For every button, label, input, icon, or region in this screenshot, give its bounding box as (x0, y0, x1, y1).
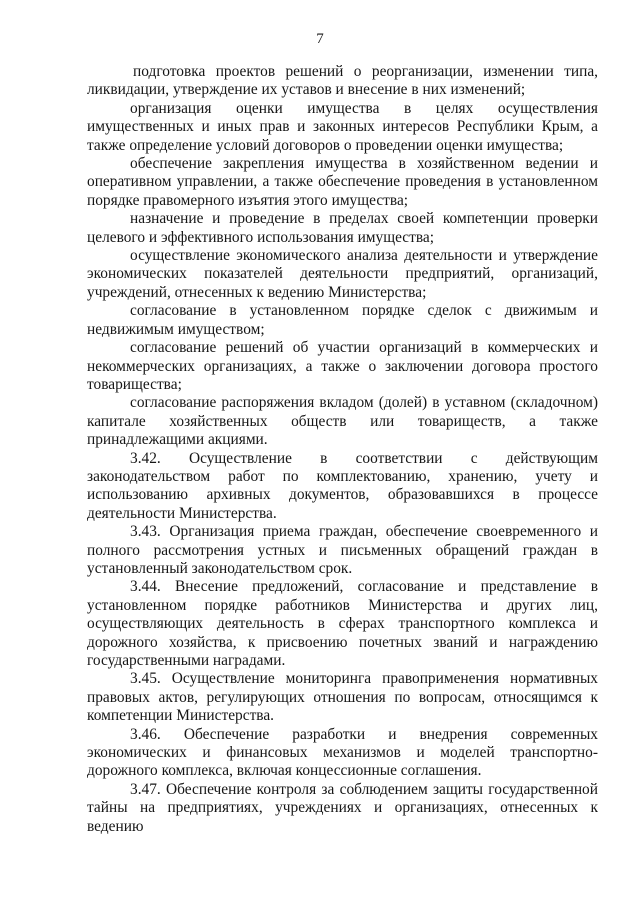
paragraph-property-valuation: организация оценки имущества в целях осуществления имущественных и иных прав и законных интересов Республики Крым, а также определение условий договоров о проведении оценки имущества; (87, 99, 598, 154)
clause-3-45: 3.45. Осуществление мониторинга правоприменения нормативных правовых актов, регулирующих отношения по вопросам, относящимся к компетенции Министерства. (87, 670, 598, 725)
paragraph-reorganization: подготовка проектов решений о реорганизации, изменении типа, ликвидации, утверждение их уставов и внесение в них изменений; (87, 63, 598, 99)
clause-3-44: 3.44. Внесение предложений, согласование и представление в установленном порядке работников Министерства и других лиц, осуществляющих деятельность в сферах транспортного комплекса и дорожного хозяйства, к присвоению почетных званий и награждению государственными наградами. (87, 578, 598, 669)
paragraph-transactions: согласование в установленном порядке сделок с движимым и недвижимым имуществом; (87, 302, 598, 338)
clause-3-42: 3.42. Осуществление в соответствии с действующим законодательством работ по комплектованию, хранению, учету и использованию архивных документов, образовавшихся в процессе деятельности Министерства. (87, 449, 598, 522)
clause-3-43: 3.43. Организация приема граждан, обеспечение своевременного и полного рассмотрения устных и письменных обращений граждан в установленный законодательством срок. (87, 523, 598, 577)
page-number: 7 (316, 31, 324, 47)
body-text (87, 63, 598, 836)
paragraph-shares: согласование распоряжения вкладом (долей) в уставном (складочном) капитале хозяйственных обществ или товариществ, а также принадлежащими акциями. (87, 394, 598, 449)
paragraph-inspections: назначение и проведение в пределах своей компетенции проверки целевого и эффективного использования имущества; (87, 210, 598, 246)
paragraph-economic-analysis: осуществление экономического анализа деятельности и утверждение экономических показателей деятельности предприятий, организаций, учреждений, отнесенных к ведению Министерства; (87, 247, 598, 301)
paragraph-participation: согласование решений об участии организаций в коммерческих и некоммерческих организациях, а также о заключении договора простого товарищества; (87, 339, 598, 393)
paragraph-property-assignment: обеспечение закрепления имущества в хозяйственном ведении и оперативном управлении, а также обеспечение проведения в установленном порядке правомерного изъятия этого имущества; (87, 155, 598, 209)
clause-3-47: 3.47. Обеспечение контроля за соблюдением защиты государственной тайны на предприятиях, учреждениях и организациях, отнесенных к ведению (87, 780, 598, 835)
clause-3-46: 3.46. Обеспечение разработки и внедрения современных экономических и финансовых механизмов и моделей транспортно-дорожного комплекса, включая концессионные соглашения. (87, 725, 598, 780)
